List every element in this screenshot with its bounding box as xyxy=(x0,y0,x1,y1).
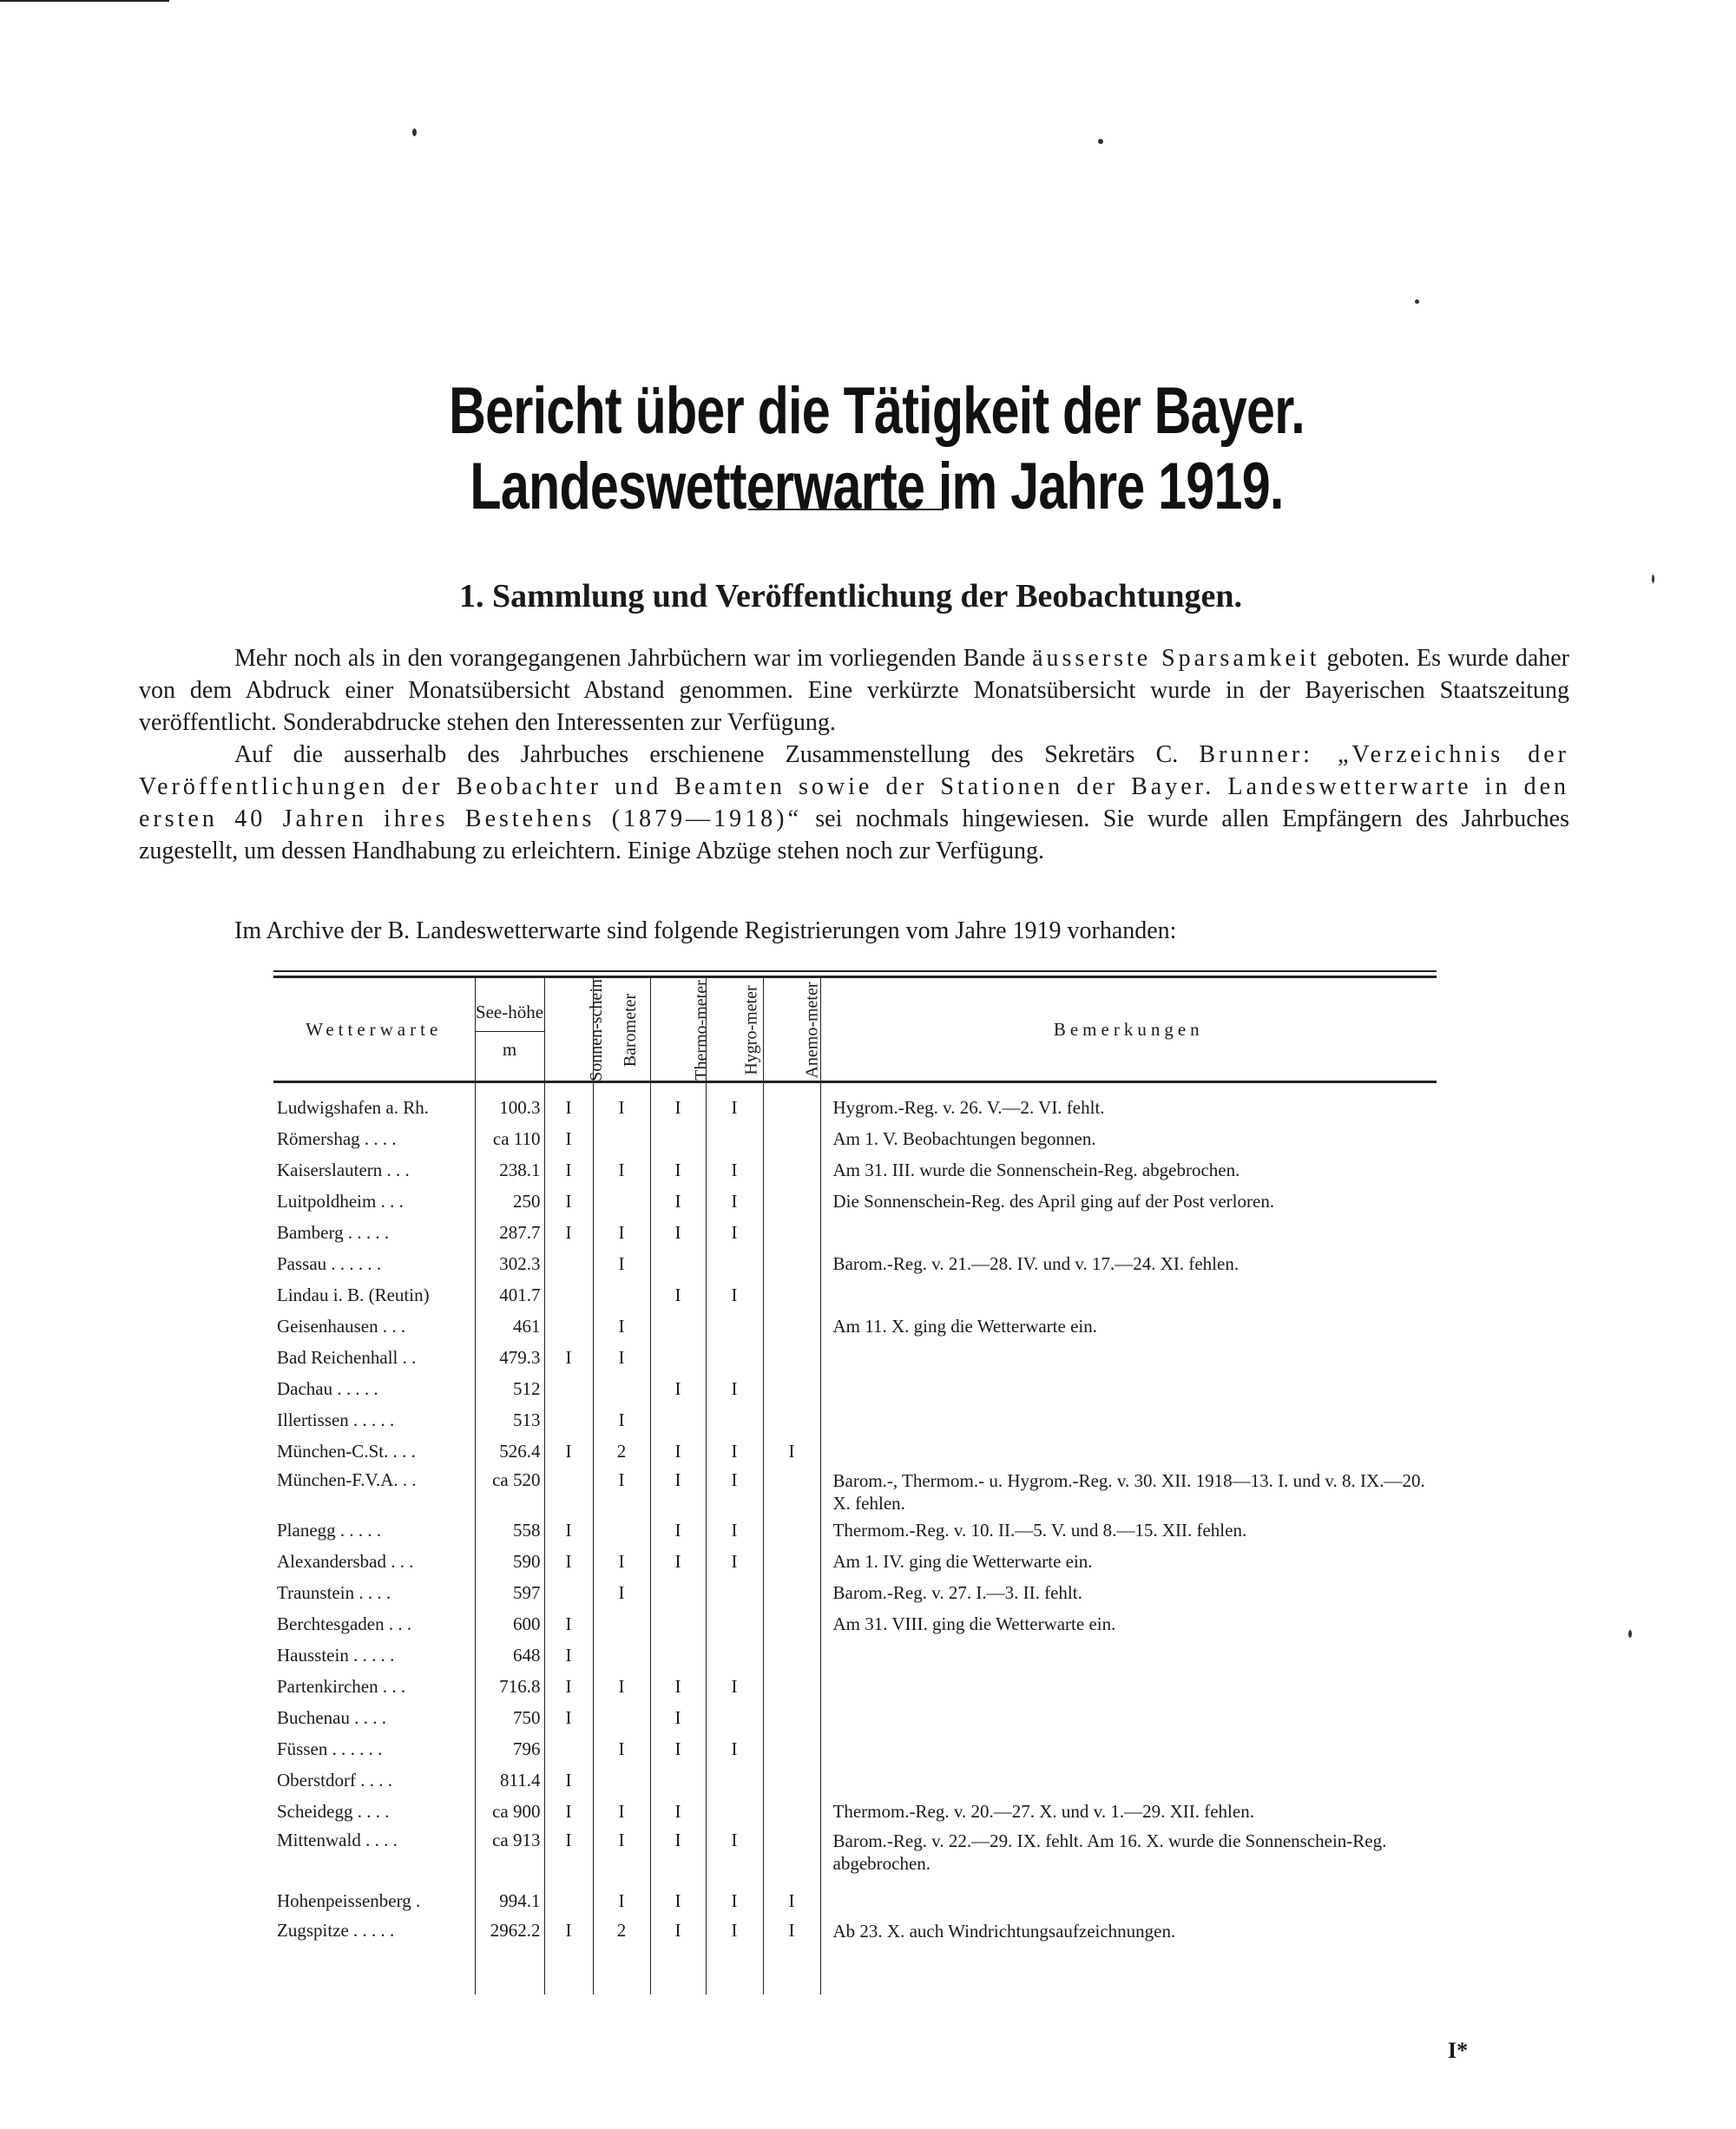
thermometer-count: I xyxy=(650,1186,706,1217)
station-elevation: 250 xyxy=(475,1186,544,1217)
header-wetterwarte-label: Wetterwarte xyxy=(306,1018,443,1040)
hygrometer-count xyxy=(706,1702,763,1733)
hygrometer-count xyxy=(706,1577,763,1608)
table-row xyxy=(273,1875,1437,1916)
table-row xyxy=(273,1404,1437,1436)
anemometer-count xyxy=(763,1764,820,1796)
table-row xyxy=(273,1733,1437,1764)
table-row xyxy=(273,1577,1437,1608)
station-name: München-C.St. . . . xyxy=(273,1436,475,1467)
station-name: München-F.V.A. . . xyxy=(273,1467,475,1515)
paragraph-1 xyxy=(139,642,1569,739)
header-unit-label: m xyxy=(502,1039,517,1060)
station-elevation: ca 520 xyxy=(475,1467,544,1515)
hygrometer-count: I xyxy=(706,1279,763,1311)
sonnenschein-count xyxy=(544,1875,593,1916)
station-elevation: 2962.2 xyxy=(475,1916,544,1994)
barometer-count: I xyxy=(593,1577,650,1608)
barometer-count: I xyxy=(593,1404,650,1436)
station-name: Oberstdorf . . . . xyxy=(273,1764,475,1796)
station-name: Mittenwald . . . . xyxy=(273,1827,475,1875)
sonnenschein-count: I xyxy=(544,1217,593,1248)
table-row xyxy=(273,1796,1437,1827)
body-text xyxy=(139,642,1569,867)
table-header-row xyxy=(273,978,1437,1082)
sonnenschein-count: I xyxy=(544,1186,593,1217)
hygrometer-count xyxy=(706,1342,763,1373)
station-elevation: ca 900 xyxy=(475,1796,544,1827)
registrations-grid xyxy=(273,978,1437,1994)
station-remark xyxy=(820,1764,1437,1796)
table-row xyxy=(273,1311,1437,1342)
station-name: Bad Reichenhall . . xyxy=(273,1342,475,1373)
page-number: I* xyxy=(1448,2038,1469,2063)
hygrometer-count: I xyxy=(706,1671,763,1702)
station-name: Planegg . . . . . xyxy=(273,1515,475,1546)
anemometer-count xyxy=(763,1311,820,1342)
barometer-count: I xyxy=(593,1546,650,1577)
station-remark xyxy=(820,1671,1437,1702)
station-name: Römershag . . . . xyxy=(273,1123,475,1154)
scan-speck xyxy=(1415,299,1419,304)
station-name: Scheidegg . . . . xyxy=(273,1796,475,1827)
sonnenschein-count xyxy=(544,1311,593,1342)
anemometer-count xyxy=(763,1671,820,1702)
barometer-count: I xyxy=(593,1217,650,1248)
sonnenschein-count: I xyxy=(544,1123,593,1154)
table-row xyxy=(273,1154,1437,1186)
hygrometer-count: I xyxy=(706,1373,763,1404)
thermometer-count xyxy=(650,1608,706,1639)
barometer-count xyxy=(593,1608,650,1639)
thermometer-count xyxy=(650,1639,706,1671)
header-sonnenschein xyxy=(544,978,606,1082)
sonnenschein-count: I xyxy=(544,1082,593,1124)
anemometer-count xyxy=(763,1279,820,1311)
table-row xyxy=(273,1764,1437,1796)
table-row xyxy=(273,1467,1437,1515)
anemometer-count xyxy=(763,1404,820,1436)
hygrometer-count: I xyxy=(706,1154,763,1186)
anemometer-count: I xyxy=(763,1875,820,1916)
anemometer-count xyxy=(763,1217,820,1248)
thermometer-count: I xyxy=(650,1467,706,1515)
thermometer-count xyxy=(650,1404,706,1436)
table-row xyxy=(273,1342,1437,1373)
hygrometer-count xyxy=(706,1311,763,1342)
station-remark: Am 1. V. Beobachtungen begonnen. xyxy=(832,1128,1096,1149)
sonnenschein-count: I xyxy=(544,1764,593,1796)
barometer-count xyxy=(593,1373,650,1404)
station-remark xyxy=(820,1702,1437,1733)
hygrometer-count xyxy=(706,1764,763,1796)
barometer-count xyxy=(593,1764,650,1796)
table-row xyxy=(273,1248,1437,1279)
table-row xyxy=(273,1916,1437,1994)
thermometer-count: I xyxy=(650,1546,706,1577)
anemometer-count xyxy=(763,1608,820,1639)
barometer-count: I xyxy=(593,1827,650,1875)
table-row xyxy=(273,1546,1437,1577)
station-elevation: 512 xyxy=(475,1373,544,1404)
page-title: Bericht über die Tätigkeit der Bayer. Landeswetterwarte im Jahre 1919. xyxy=(449,374,1305,523)
barometer-count: I xyxy=(593,1796,650,1827)
barometer-count xyxy=(593,1279,650,1311)
registrations-table xyxy=(273,970,1437,1994)
station-remark xyxy=(820,1639,1437,1671)
thermometer-count: I xyxy=(650,1373,706,1404)
anemometer-count xyxy=(763,1515,820,1546)
table-row xyxy=(273,1702,1437,1733)
hygrometer-count xyxy=(706,1639,763,1671)
anemometer-count xyxy=(763,1342,820,1373)
station-name: Illertissen . . . . . xyxy=(273,1404,475,1436)
anemometer-count xyxy=(763,1248,820,1279)
sonnenschein-count: I xyxy=(544,1796,593,1827)
thermometer-count: I xyxy=(650,1515,706,1546)
station-name: Hausstein . . . . . xyxy=(273,1639,475,1671)
thermometer-count: I xyxy=(650,1827,706,1875)
barometer-count: I xyxy=(593,1342,650,1373)
station-remark xyxy=(820,1436,1437,1467)
table-row xyxy=(273,1671,1437,1702)
thermometer-count: I xyxy=(650,1916,706,1994)
sonnenschein-count: I xyxy=(544,1827,593,1875)
station-elevation: 590 xyxy=(475,1546,544,1577)
thermometer-count xyxy=(650,1764,706,1796)
header-sonnenschein-label: Sonnen-schein xyxy=(586,978,606,1081)
table-top-rule xyxy=(273,970,1437,972)
thermometer-count xyxy=(650,1248,706,1279)
thermometer-count: I xyxy=(650,1733,706,1764)
barometer-count: I xyxy=(593,1082,650,1124)
station-elevation: 558 xyxy=(475,1515,544,1546)
paragraph-2-start: Auf die ausserhalb des Jahrbuches erschienene Zusammenstellung des Sekretärs C. xyxy=(234,741,1200,768)
station-remark xyxy=(820,1342,1437,1373)
top-edge-rule xyxy=(0,0,169,2)
paragraph-1-start: Mehr noch als in den vorangegangenen Jahrbüchern war im vorliegenden Bande xyxy=(234,645,1033,672)
hygrometer-count: I xyxy=(706,1916,763,1994)
station-remark: Am 11. X. ging die Wetterwarte ein. xyxy=(832,1316,1097,1337)
barometer-count: I xyxy=(593,1671,650,1702)
paragraph-1-emphasis: äusserste Sparsamkeit xyxy=(1032,645,1320,672)
station-name: Dachau . . . . . xyxy=(273,1373,475,1404)
hygrometer-count xyxy=(706,1248,763,1279)
paragraph-2-end: sei nochmals hingewiesen. Sie wurde allen Empfängern des Jahrbuches zugestellt, um dessen Handhabung zu erleichtern. Einige Abzüge stehen noch zur Verfügung. xyxy=(139,805,1569,864)
table-row xyxy=(273,1279,1437,1311)
thermometer-count: I xyxy=(650,1702,706,1733)
hygrometer-count: I xyxy=(706,1733,763,1764)
barometer-count: I xyxy=(593,1248,650,1279)
table-body xyxy=(273,1082,1437,1995)
anemometer-count xyxy=(763,1154,820,1186)
thermometer-count xyxy=(650,1123,706,1154)
hygrometer-count: I xyxy=(706,1082,763,1124)
station-remark xyxy=(820,1875,1437,1916)
table-row xyxy=(273,1186,1437,1217)
station-name: Berchtesgaden . . . xyxy=(273,1608,475,1639)
sonnenschein-count xyxy=(544,1467,593,1515)
paragraph-2 xyxy=(139,739,1569,867)
station-elevation: 600 xyxy=(475,1608,544,1639)
hygrometer-count xyxy=(706,1404,763,1436)
station-remark: Thermom.-Reg. v. 20.—27. X. und v. 1.—29. XII. fehlen. xyxy=(832,1801,1254,1822)
sonnenschein-count: I xyxy=(544,1154,593,1186)
station-elevation: 401.7 xyxy=(475,1279,544,1311)
station-elevation: 238.1 xyxy=(475,1154,544,1186)
table-row xyxy=(273,1123,1437,1154)
station-name: Füssen . . . . . . xyxy=(273,1733,475,1764)
hygrometer-count: I xyxy=(706,1467,763,1515)
hygrometer-count xyxy=(706,1796,763,1827)
station-elevation: 513 xyxy=(475,1404,544,1436)
thermometer-count: I xyxy=(650,1217,706,1248)
anemometer-count: I xyxy=(763,1916,820,1994)
station-remark: Barom.-Reg. v. 21.—28. IV. und v. 17.—24. XI. fehlen. xyxy=(832,1253,1240,1274)
barometer-count xyxy=(593,1639,650,1671)
station-remark: Barom.-Reg. v. 27. I.—3. II. fehlt. xyxy=(832,1582,1082,1603)
station-elevation: 100.3 xyxy=(475,1082,544,1124)
header-anemometer xyxy=(763,978,820,1082)
sonnenschein-count xyxy=(544,1279,593,1311)
sonnenschein-count xyxy=(544,1373,593,1404)
station-remark xyxy=(820,1733,1437,1764)
anemometer-count xyxy=(763,1577,820,1608)
scan-speck xyxy=(1628,1630,1632,1638)
anemometer-count xyxy=(763,1123,820,1154)
station-elevation: 648 xyxy=(475,1639,544,1671)
anemometer-count xyxy=(763,1639,820,1671)
header-bemerkungen-label: Bemerkungen xyxy=(1053,1018,1204,1040)
author-name: Brunner xyxy=(1199,741,1304,768)
barometer-count xyxy=(593,1123,650,1154)
hygrometer-count: I xyxy=(706,1436,763,1467)
station-elevation: 479.3 xyxy=(475,1342,544,1373)
barometer-count: I xyxy=(593,1733,650,1764)
sonnenschein-count xyxy=(544,1248,593,1279)
sonnenschein-count: I xyxy=(544,1639,593,1671)
station-name: Buchenau . . . . xyxy=(273,1702,475,1733)
barometer-count xyxy=(593,1515,650,1546)
sonnenschein-count xyxy=(544,1577,593,1608)
sonnenschein-count: I xyxy=(544,1515,593,1546)
anemometer-count xyxy=(763,1796,820,1827)
hygrometer-count: I xyxy=(706,1875,763,1916)
station-elevation: 811.4 xyxy=(475,1764,544,1796)
section-heading: 1. Sammlung und Veröffentlichung der Beobachtungen. xyxy=(459,578,1242,614)
thermometer-count: I xyxy=(650,1082,706,1124)
station-name: Traunstein . . . . xyxy=(273,1577,475,1608)
station-name: Partenkirchen . . . xyxy=(273,1671,475,1702)
station-elevation: 796 xyxy=(475,1733,544,1764)
station-remark: Am 1. IV. ging die Wetterwarte ein. xyxy=(832,1551,1093,1572)
station-name: Kaiserslautern . . . xyxy=(273,1154,475,1186)
thermometer-count: I xyxy=(650,1671,706,1702)
station-remark xyxy=(820,1373,1437,1404)
station-elevation: 461 xyxy=(475,1311,544,1342)
anemometer-count xyxy=(763,1467,820,1515)
station-name: Passau . . . . . . xyxy=(273,1248,475,1279)
sonnenschein-count: I xyxy=(544,1436,593,1467)
paragraph-1-end: geboten. Es wurde daher von dem Abdruck einer Monatsübersicht Abstand genommen. Eine verkürzte Monatsübersicht wurde in der Bayerischen Staatszeitung veröffentlicht. Sonderabdrucke stehen den Interessenten zur Verfügung. xyxy=(139,645,1570,736)
barometer-count: I xyxy=(593,1467,650,1515)
thermometer-count xyxy=(650,1342,706,1373)
sonnenschein-count xyxy=(544,1404,593,1436)
station-elevation: 750 xyxy=(475,1702,544,1733)
station-remark xyxy=(820,1279,1437,1311)
header-anemometer-label: Anemo-meter xyxy=(802,981,822,1079)
thermometer-count: I xyxy=(650,1875,706,1916)
thermometer-count: I xyxy=(650,1279,706,1311)
anemometer-count xyxy=(763,1546,820,1577)
sonnenschein-count: I xyxy=(544,1546,593,1577)
station-remark: Hygrom.-Reg. v. 26. V.—2. VI. fehlt. xyxy=(832,1097,1105,1118)
thermometer-count xyxy=(650,1311,706,1342)
table-intro: Im Archive der B. Landeswetterwarte sind folgende Registrierungen vom Jahre 1919 vorhanden: xyxy=(234,917,1177,944)
header-thermometer xyxy=(650,978,711,1082)
station-elevation: 716.8 xyxy=(475,1671,544,1702)
table-row xyxy=(273,1436,1437,1467)
publication-title: : „Verzeichnis der Veröffentlichungen der Beobachter und Beamten sowie der Stationen der Bayer. Landeswetterwarte in den ersten 40 Jahren ihres Bestehens (1879—1918)“ xyxy=(139,741,1569,832)
hygrometer-count: I xyxy=(706,1186,763,1217)
station-elevation: ca 913 xyxy=(475,1827,544,1875)
scan-speck xyxy=(1652,575,1654,583)
station-remark: Die Sonnenschein-Reg. des April ging auf der Post verloren. xyxy=(832,1191,1275,1212)
sonnenschein-count: I xyxy=(544,1916,593,1994)
anemometer-count xyxy=(763,1733,820,1764)
table-row xyxy=(273,1217,1437,1248)
sonnenschein-count: I xyxy=(544,1608,593,1639)
table-row xyxy=(273,1827,1437,1875)
barometer-count: 2 xyxy=(593,1916,650,1994)
station-name: Luitpoldheim . . . xyxy=(273,1186,475,1217)
table-row xyxy=(273,1373,1437,1404)
station-name: Alexandersbad . . . xyxy=(273,1546,475,1577)
hygrometer-count: I xyxy=(706,1217,763,1248)
barometer-count: I xyxy=(593,1311,650,1342)
station-remark: Barom.-Reg. v. 22.—29. IX. fehlt. Am 16. X. wurde die Sonnenschein-Reg. abgebrochen. xyxy=(832,1830,1387,1874)
station-remark: Am 31. III. wurde die Sonnenschein-Reg. abgebrochen. xyxy=(832,1160,1240,1180)
anemometer-count: I xyxy=(763,1436,820,1467)
hygrometer-count: I xyxy=(706,1546,763,1577)
sonnenschein-count: I xyxy=(544,1671,593,1702)
barometer-count xyxy=(593,1186,650,1217)
anemometer-count xyxy=(763,1082,820,1124)
hygrometer-count xyxy=(706,1123,763,1154)
station-name: Hohenpeissenberg . xyxy=(273,1875,475,1916)
thermometer-count: I xyxy=(650,1796,706,1827)
header-bemerkungen xyxy=(820,978,1437,1082)
thermometer-count: I xyxy=(650,1154,706,1186)
thermometer-count xyxy=(650,1577,706,1608)
table-row xyxy=(273,1608,1437,1639)
barometer-count: 2 xyxy=(593,1436,650,1467)
header-seehoehe xyxy=(475,978,544,1082)
header-barometer-label: Barometer xyxy=(620,993,640,1067)
station-remark xyxy=(820,1404,1437,1436)
station-elevation: ca 110 xyxy=(475,1123,544,1154)
hygrometer-count: I xyxy=(706,1515,763,1546)
scan-speck xyxy=(1098,139,1103,144)
station-remark xyxy=(820,1217,1437,1248)
station-remark: Ab 23. X. auch Windrichtungsaufzeichnungen. xyxy=(832,1921,1176,1942)
hygrometer-count: I xyxy=(706,1827,763,1875)
station-remark: Barom.-, Thermom.- u. Hygrom.-Reg. v. 30. XII. 1918—13. I. und v. 8. IX.—20. X. fehlen. xyxy=(832,1470,1425,1514)
station-name: Lindau i. B. (Reutin) xyxy=(273,1279,475,1311)
barometer-count xyxy=(593,1702,650,1733)
station-name: Zugspitze . . . . . xyxy=(273,1916,475,1994)
header-hygrometer xyxy=(706,978,763,1082)
table-row xyxy=(273,1515,1437,1546)
thermometer-count: I xyxy=(650,1436,706,1467)
station-elevation: 597 xyxy=(475,1577,544,1608)
station-name: Ludwigshafen a. Rh. xyxy=(273,1082,475,1124)
station-elevation: 302.3 xyxy=(475,1248,544,1279)
barometer-count: I xyxy=(593,1154,650,1186)
header-thermometer-label: Thermo-meter xyxy=(691,979,711,1081)
station-remark: Am 31. VIII. ging die Wetterwarte ein. xyxy=(832,1613,1116,1634)
station-elevation: 994.1 xyxy=(475,1875,544,1916)
scan-speck xyxy=(412,128,417,136)
station-name: Geisenhausen . . . xyxy=(273,1311,475,1342)
header-hygrometer-label: Hygro-meter xyxy=(741,984,761,1075)
barometer-count: I xyxy=(593,1875,650,1916)
anemometer-count xyxy=(763,1373,820,1404)
hygrometer-count xyxy=(706,1608,763,1639)
station-name: Bamberg . . . . . xyxy=(273,1217,475,1248)
sonnenschein-count xyxy=(544,1733,593,1764)
anemometer-count xyxy=(763,1827,820,1875)
station-elevation: 526.4 xyxy=(475,1436,544,1467)
table-row xyxy=(273,1639,1437,1671)
table-row xyxy=(273,1082,1437,1124)
header-seehoehe-label: See-höhe xyxy=(476,998,544,1032)
station-elevation: 287.7 xyxy=(475,1217,544,1248)
title-divider xyxy=(748,509,944,510)
anemometer-count xyxy=(763,1702,820,1733)
station-remark: Thermom.-Reg. v. 10. II.—5. V. und 8.—15. XII. fehlen. xyxy=(832,1520,1247,1541)
sonnenschein-count: I xyxy=(544,1702,593,1733)
anemometer-count xyxy=(763,1186,820,1217)
header-wetterwarte xyxy=(273,978,475,1082)
sonnenschein-count: I xyxy=(544,1342,593,1373)
